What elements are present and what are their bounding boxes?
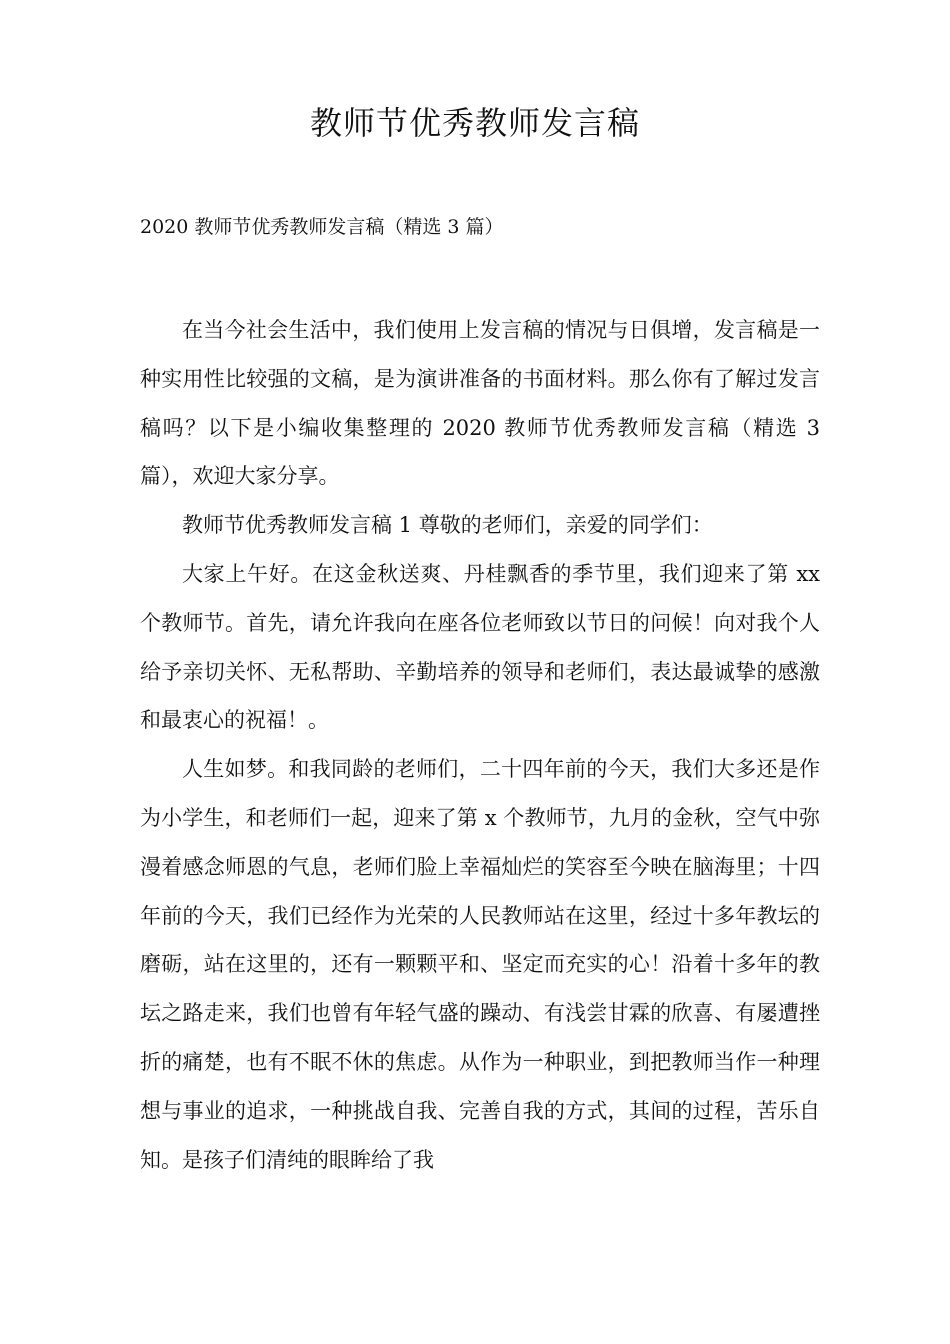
document-body — [140, 306, 820, 1184]
paragraph-reflection: 人生如梦。和我同龄的老师们，二十四年前的今天，我们大多还是作为小学生，和老师们一起，迎来了第 x 个教师节，九月的金秋，空气中弥漫着感念师恩的气息，老师们脸上幸福灿烂的笑容至今映在脑海里；十四年前的今天，我们已经作为光荣的人民教师站在这里，经过十多年教坛的磨砺，站在这里的，还有一颗颗平和、坚定而充实的心！沿着十多年的教坛之路走来，我们也曾有年轻气盛的躁动、有浅尝甘霖的欣喜、有屡遭挫折的痛楚，也有不眠不休的焦虑。从作为一种职业，到把教师当作一种理想与事业的追求，一种挑战自我、完善自我的方式，其间的过程，苦乐自知。是孩子们清纯的眼眸给了我 — [140, 757, 820, 1172]
document-subtitle: 2020 教师节优秀教师发言稿（精选 3 篇） — [140, 216, 504, 238]
document-title: 教师节优秀教师发言稿 — [309, 104, 640, 142]
paragraph-intro: 在当今社会生活中，我们使用上发言稿的情况与日俱增，发言稿是一种实用性比较强的文稿，是为演讲准备的书面材料。那么你有了解过发言稿吗？以下是小编收集整理的 2020 教师节优秀教师发言稿（精选 3 篇），欢迎大家分享。 — [140, 318, 820, 489]
paragraph-greeting: 大家上午好。在这金秋送爽、丹桂飘香的季节里，我们迎来了第 xx 个教师节。首先，请允许我向在座各位老师致以节日的问候！向对我个人给予亲切关怀、无私帮助、辛勤培养的领导和老师们，表达最诚挚的感激和最衷心的祝福！。 — [140, 561, 820, 733]
paragraph-speech-heading: 教师节优秀教师发言稿 1 尊敬的老师们，亲爱的同学们： — [182, 513, 713, 538]
